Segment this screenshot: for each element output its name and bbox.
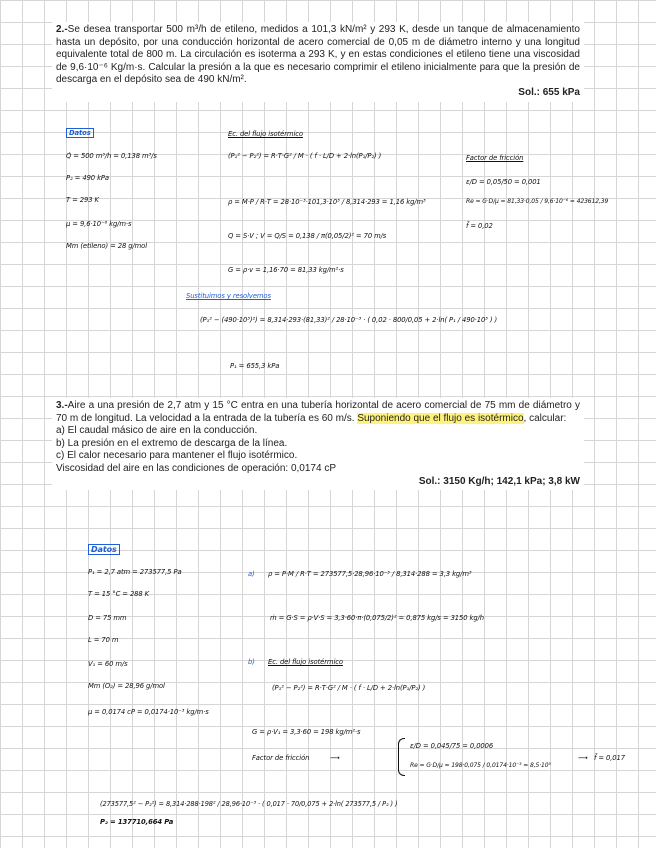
question-b: b) La presión en el extremo de descarga de la línea.	[56, 437, 288, 449]
datos-label: Datos	[66, 128, 94, 138]
density-calc: ρ = P·M / R·T = 273577,5·28,96·10⁻³ / 8,314·288 = 3,3 kg/m³	[268, 570, 472, 578]
problem-text: Aire a una presión de 2,7 atm y 15 °C entra en una tubería horizontal de acero comercial de 75 mm de diámetro y 70 m de longitud. La velocidad a la entrada de la tubería es 60 m/s.	[56, 400, 580, 424]
problem-text: Se desea transportar 500 m³/h de etileno, medidos a 101,3 kN/m² y 293 K, desde un tanque de almacenamiento hasta un depósito, por una conducción horizontal de acero comercial de 0,05 m de diámetro interno y una longitud equivalente total de 800 m. La circulación es isoterma a 293 K, y en estas condiciones el etileno tiene una viscosidad de 9,6·10⁻⁶ Kg/m·s. Calcular la presión a la que es necesario comprimir el etileno inicialmente para que la presión de descarga en el depósito sea de 490 kN/m².	[56, 24, 580, 86]
note-pressure: P₂ = 490 kPa	[66, 174, 109, 182]
solution: Sol.: 655 kPa	[518, 86, 580, 98]
note-velocity: V₁ = 60 m/s	[88, 660, 128, 668]
friction-factor: f̄ = 0,02	[466, 222, 493, 230]
problem-text-end: , calcular:	[523, 412, 567, 424]
problem-number: 2.-	[56, 24, 68, 35]
note-temperature: T = 293 K	[66, 196, 99, 204]
equation-title: Ec. del flujo isotérmico	[228, 130, 303, 138]
part-a-label: a)	[248, 570, 255, 578]
note-diameter: D = 75 mm	[88, 614, 127, 622]
note-pressure: P₁ = 2,7 atm = 273577,5 Pa	[88, 568, 182, 576]
arrow: ⟶	[330, 754, 340, 762]
substitute-label: Sustituimos y resolvemos	[186, 292, 271, 300]
mass-flow-calc: ṁ = G·S = ρ·V·S = 3,3·60·π·(0,075/2)² = 0,875 kg/s = 3150 kg/h	[270, 614, 484, 622]
roughness-ratio: ε/D = 0,05/50 = 0,001	[466, 178, 541, 186]
substituted-equation: (273577,5² − P₂²) = 8,314·288·198² / 28,96·10⁻³ · ( 0,017 · 70/0,075 + 2·ln( 273577,5 / P₂ ) )	[100, 800, 398, 808]
solution: Sol.: 3150 Kg/h; 142,1 kPa; 3,8 kW	[418, 475, 580, 487]
arrow: ⟶	[578, 754, 588, 762]
velocity-calc: Q = S·V ; V = Q/S = 0,138 / π(0,05/2)² = 70 m/s	[228, 232, 387, 240]
note-viscosity: μ = 0,0174 cP = 0,0174·10⁻³ kg/m·s	[88, 708, 209, 716]
note-length: L = 70 m	[88, 636, 119, 644]
isothermal-equation: (P₁² − P₂²) = R·T·G² / M · ( f · L/D + 2·ln(P₁/P₂) )	[228, 152, 382, 160]
substituted-equation: (P₁² − (490·10³)²) = 8,314·293·(81,33)² / 28·10⁻³ · ( 0,02 · 800/0,05 + 2·ln( P₁ / 490·10³ ) )	[200, 316, 498, 324]
mass-flux-calc: G = ρ·V₁ = 3,3·60 = 198 kg/m²·s	[252, 728, 361, 736]
note-molar-mass: Mm (O₂) = 28,96 g/mol	[88, 682, 165, 690]
question-a: a) El caudal másico de aire en la conducción.	[56, 425, 258, 437]
mass-flux-calc: G = ρ·v = 1,16·70 = 81,33 kg/m²·s	[228, 266, 344, 274]
result-p2: P₂ = 137710,664 Pa	[100, 818, 174, 826]
highlighted-text: Suponiendo que el flujo es isotérmico	[357, 412, 524, 424]
note-temperature: T = 15 °C = 288 K	[88, 590, 150, 598]
part-b-label: b)	[248, 658, 255, 666]
note-molar-mass: Mm (etileno) = 28 g/mol	[66, 242, 148, 250]
problem-2-statement	[52, 22, 584, 102]
result-p1: P₁ = 655,3 kPa	[230, 362, 280, 370]
question-c: c) El calor necesario para mantener el flujo isotérmico.	[56, 450, 298, 462]
viscosity-data: Viscosidad del aire en las condiciones de operación: 0,0174 cP	[56, 462, 336, 474]
friction-label: Factor de fricción	[252, 754, 310, 762]
reynolds-number: Re = G·D/μ = 81,33·0,05 / 9,6·10⁻⁶ = 423612,39	[466, 198, 609, 205]
reynolds-number: Re = G·D/μ = 198·0,075 / 0,0174·10⁻³ = 8,5·10⁵	[410, 762, 551, 769]
friction-factor: f̄ = 0,017	[594, 754, 625, 762]
brace	[398, 738, 405, 776]
roughness-ratio: ε/D = 0,045/75 = 0,0006	[410, 742, 494, 750]
isothermal-equation: (P₁² − P₂²) = R·T·G² / M · ( f · L/D + 2·ln(P₁/P₂) )	[272, 684, 426, 692]
problem-3-statement	[52, 398, 584, 490]
note-flow: Q̇ = 500 m³/h = 0,138 m³/s	[66, 152, 157, 160]
density-calc: ρ = M·P / R·T = 28·10⁻³·101,3·10³ / 8,314·293 = 1,16 kg/m³	[228, 198, 426, 206]
note-viscosity: μ = 9,6·10⁻⁶ kg/m·s	[66, 220, 132, 228]
equation-title: Ec. del flujo isotérmico	[268, 658, 343, 666]
friction-title: Factor de fricción	[466, 154, 524, 162]
datos-label: Datos	[88, 544, 120, 555]
problem-number: 3.-	[56, 400, 68, 411]
